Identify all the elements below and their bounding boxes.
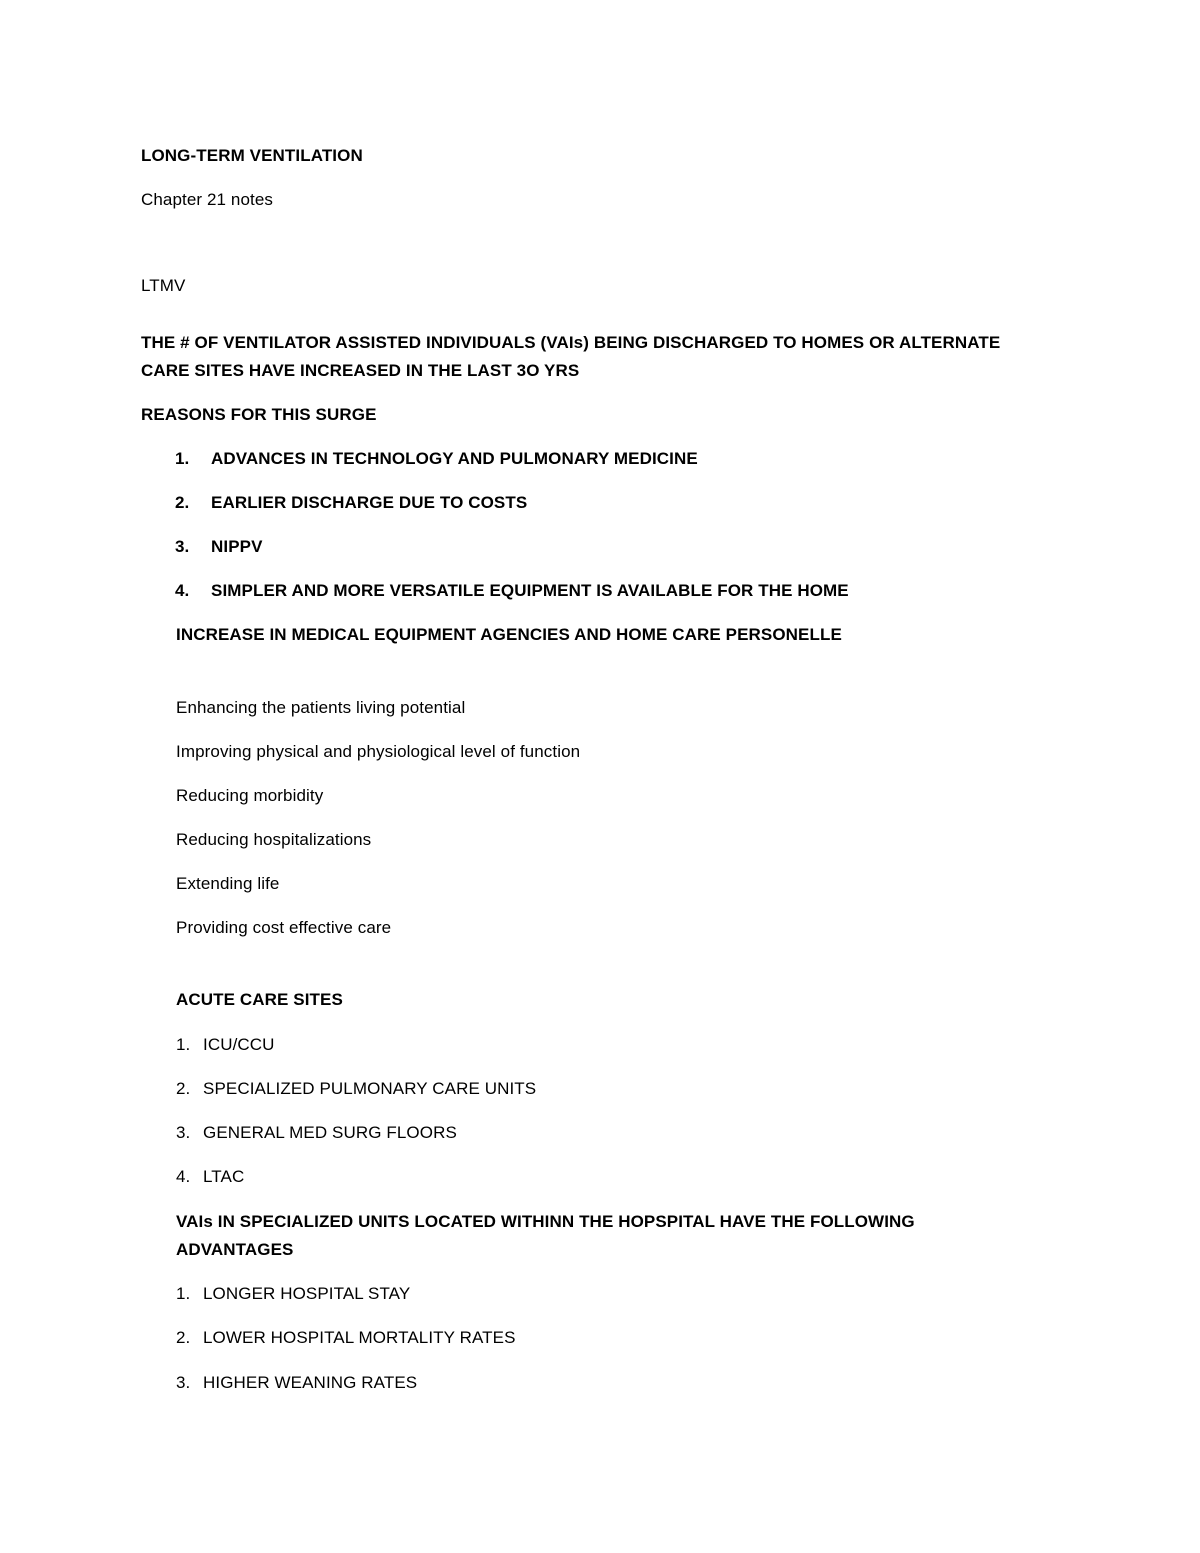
goal-item: Reducing morbidity	[176, 786, 324, 805]
list-item: 3. HIGHER WEANING RATES	[176, 1373, 418, 1392]
acute-heading: ACUTE CARE SITES	[176, 990, 343, 1009]
reasons-heading: REASONS FOR THIS SURGE	[141, 405, 377, 424]
list-item: 1. LONGER HOSPITAL STAY	[176, 1284, 411, 1303]
list-item: 1. ICU/CCU	[176, 1035, 275, 1054]
abbreviation: LTMV	[141, 276, 186, 295]
increase-line: INCREASE IN MEDICAL EQUIPMENT AGENCIES AND HOME CARE PERSONELLE	[176, 625, 842, 644]
intro-paragraph: THE # OF VENTILATOR ASSISTED INDIVIDUALS (VAIs) BEING DISCHARGED TO HOMES OR ALTERNATE CARE SITES HAVE INCREASED IN THE LAST 3O YRS	[141, 333, 1001, 380]
goal-item: Providing cost effective care	[176, 918, 392, 937]
list-item: 4. SIMPLER AND MORE VERSATILE EQUIPMENT IS AVAILABLE FOR THE HOME	[175, 581, 849, 600]
list-item: 2. EARLIER DISCHARGE DUE TO COSTS	[175, 493, 528, 512]
list-item: 3. GENERAL MED SURG FLOORS	[176, 1123, 457, 1142]
list-item: 4. LTAC	[176, 1167, 245, 1186]
list-item: 2. LOWER HOSPITAL MORTALITY RATES	[176, 1328, 516, 1347]
goal-item: Enhancing the patients living potential	[176, 698, 466, 717]
list-item: 2. SPECIALIZED PULMONARY CARE UNITS	[176, 1079, 537, 1098]
list-item: 3. NIPPV	[175, 537, 263, 556]
document-subtitle: Chapter 21 notes	[141, 190, 274, 209]
document-title: LONG-TERM VENTILATION	[141, 146, 363, 165]
goal-item: Extending life	[176, 874, 280, 893]
list-item: 1. ADVANCES IN TECHNOLOGY AND PULMONARY MEDICINE	[175, 449, 698, 468]
advantages-heading: VAIs IN SPECIALIZED UNITS LOCATED WITHINN THE HOPSPITAL HAVE THE FOLLOWING ADVANTAGES	[176, 1212, 915, 1259]
goal-item: Improving physical and physiological level of function	[176, 742, 581, 761]
goal-item: Reducing hospitalizations	[176, 830, 372, 849]
